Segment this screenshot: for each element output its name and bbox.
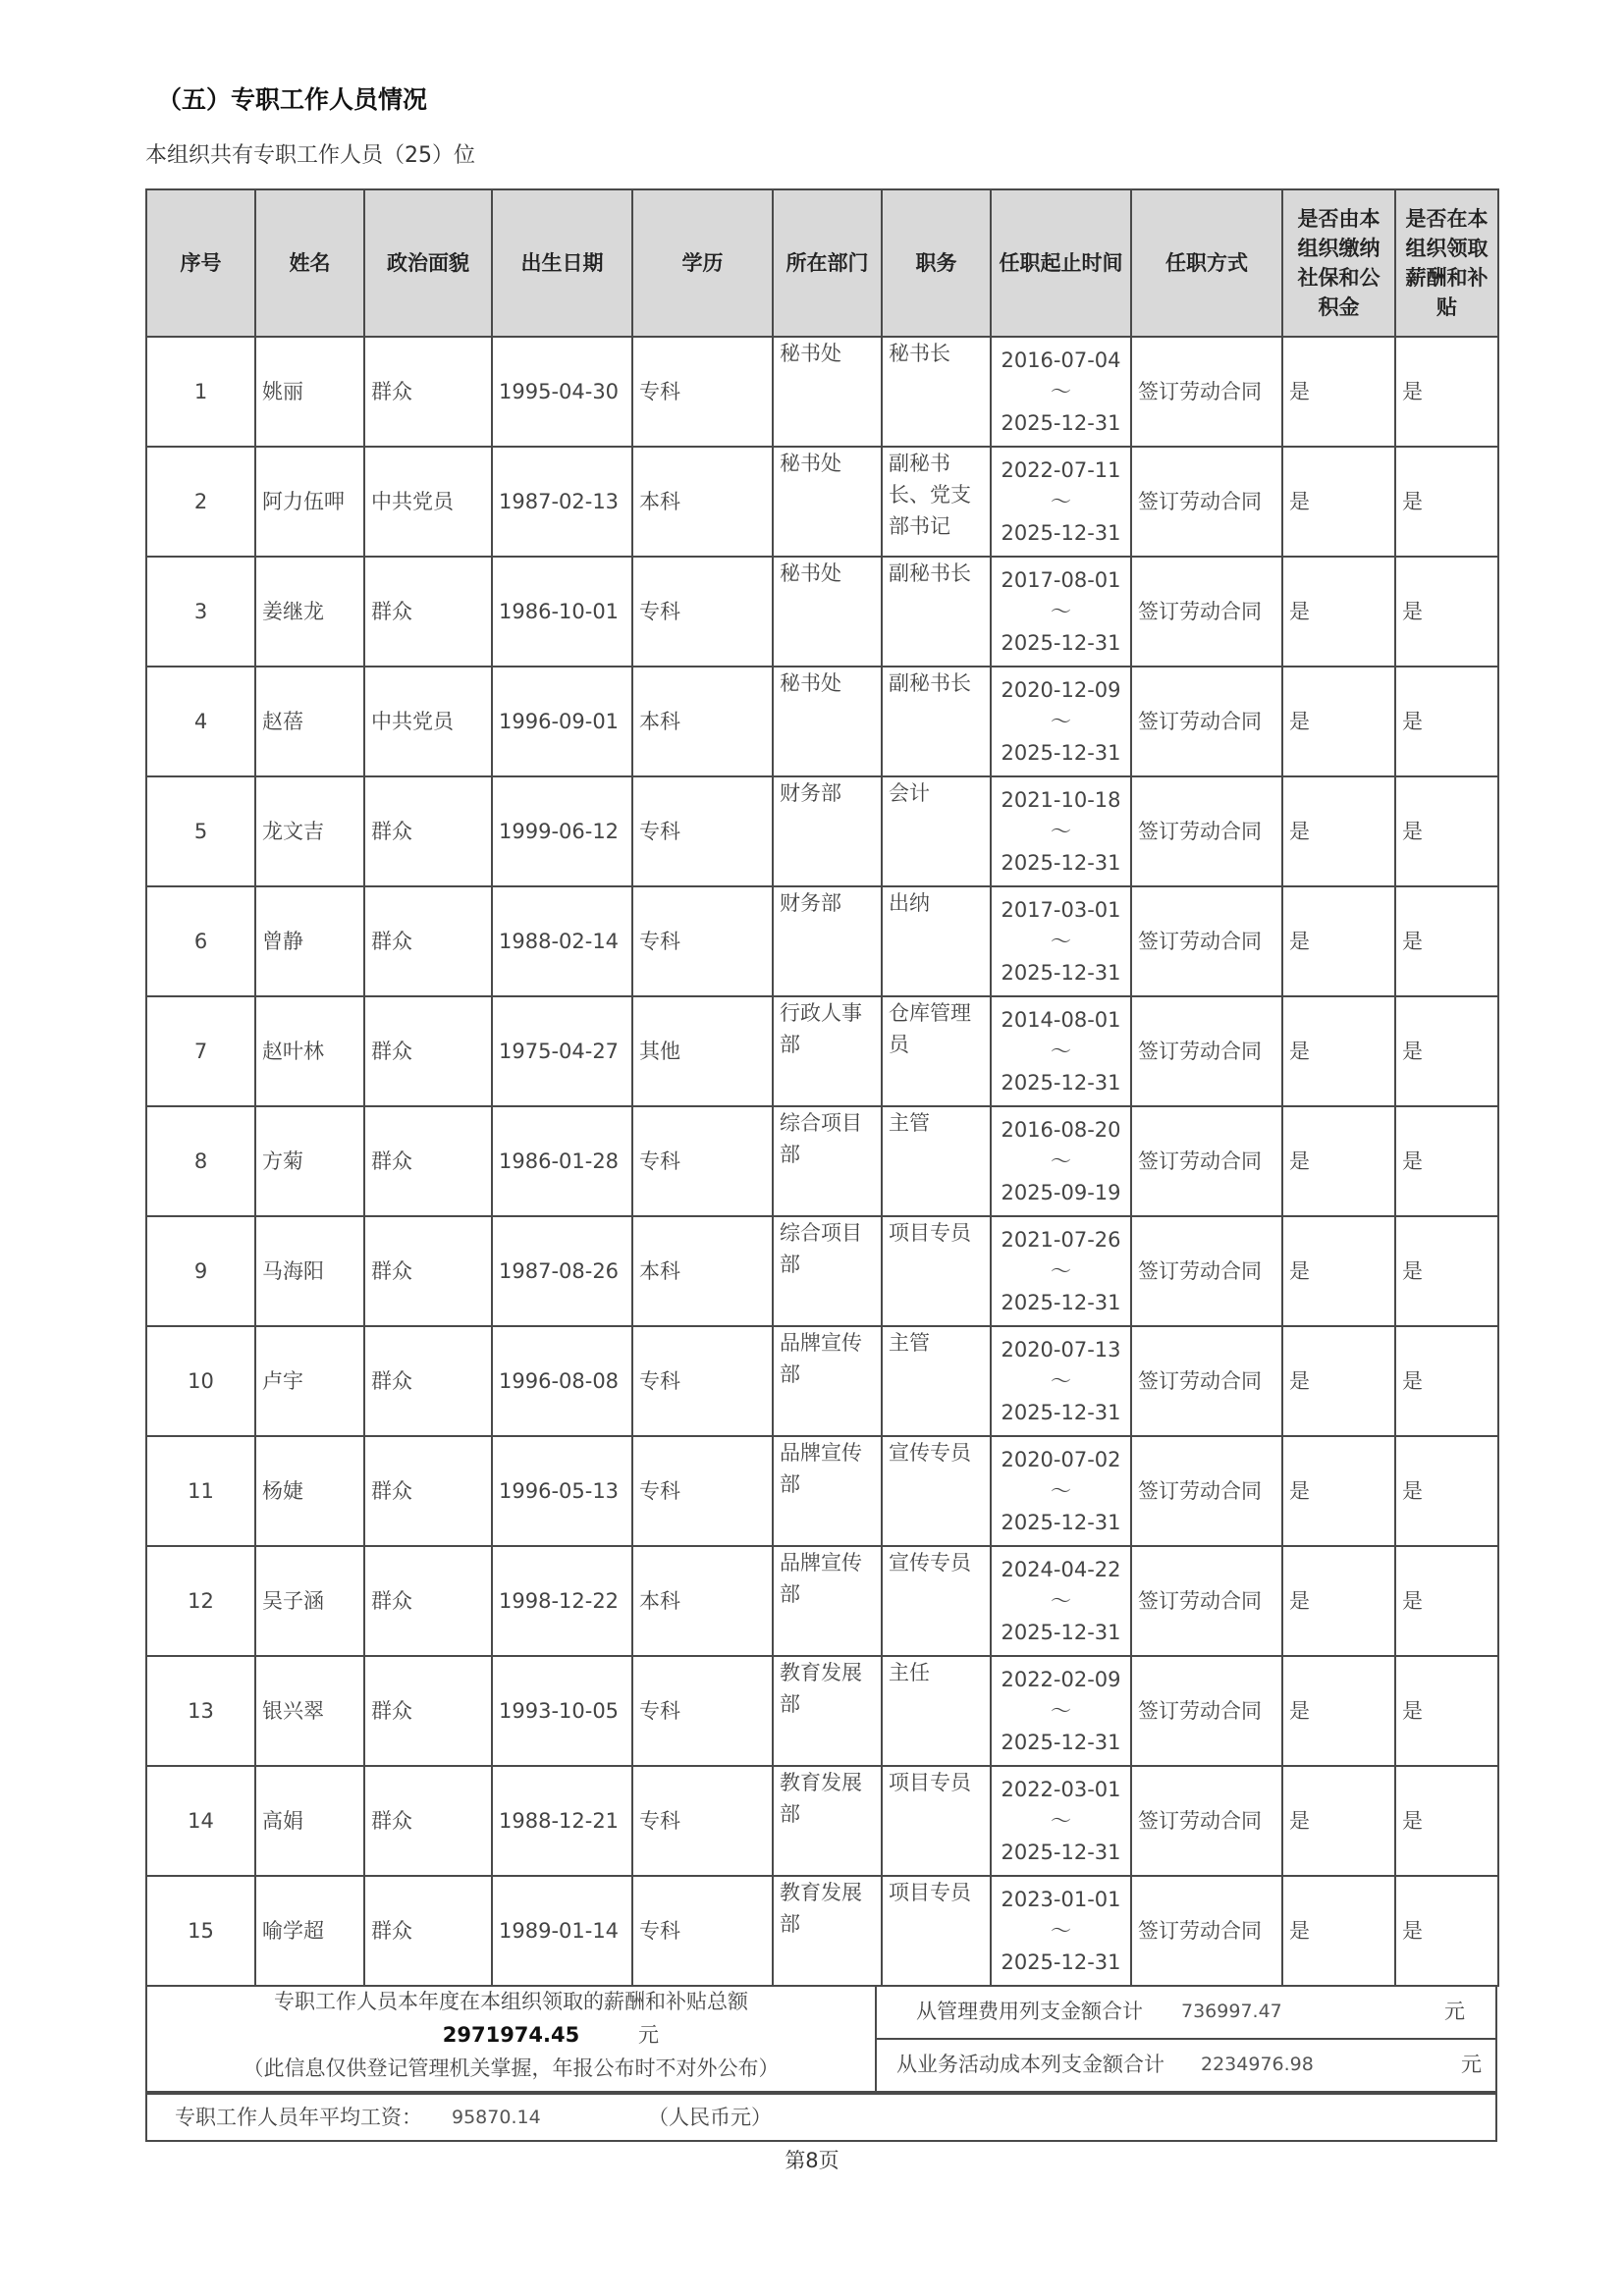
- cell-education: 专科: [632, 557, 773, 667]
- salary-breakdown: [877, 1985, 1497, 2091]
- cell-term: [991, 886, 1131, 996]
- header-party: 政治面貌: [364, 189, 492, 337]
- cell-department: 教育发展部: [773, 1656, 882, 1766]
- cell-appointment-method: 签订劳动合同: [1131, 1766, 1282, 1876]
- cell-term: [991, 1436, 1131, 1546]
- term-separator: ～: [1051, 380, 1071, 403]
- term-end: 2025-12-31: [1001, 1841, 1121, 1864]
- cell-department: 综合项目部: [773, 1106, 882, 1216]
- cell-no: 8: [146, 1106, 255, 1216]
- cell-appointment-method: 签订劳动合同: [1131, 667, 1282, 776]
- term-separator: ～: [1051, 1479, 1071, 1503]
- cell-appointment-method: 签订劳动合同: [1131, 886, 1282, 996]
- cell-department: 教育发展部: [773, 1876, 882, 1986]
- cell-party: 中共党员: [364, 447, 492, 557]
- cell-appointment-method: 签订劳动合同: [1131, 1876, 1282, 1986]
- cell-name: 马海阳: [255, 1216, 364, 1326]
- salary-total-value: 2971974.45: [442, 2023, 580, 2047]
- term-separator: ～: [1051, 1040, 1071, 1063]
- cell-salary: 是: [1395, 337, 1498, 447]
- table-header-row: [146, 189, 1498, 337]
- average-salary-unit: （人民币元）: [648, 2106, 772, 2129]
- cell-appointment-method: 签订劳动合同: [1131, 1106, 1282, 1216]
- cell-salary: 是: [1395, 1216, 1498, 1326]
- cell-social-insurance: 是: [1282, 337, 1395, 447]
- term-end: 2025-12-31: [1001, 1621, 1121, 1644]
- page-number: 第8页: [785, 2149, 839, 2172]
- term-separator: ～: [1051, 1259, 1071, 1283]
- table-row: [146, 1216, 1498, 1326]
- cell-party: 群众: [364, 1326, 492, 1436]
- term-separator: ～: [1051, 490, 1071, 513]
- term-end: 2025-09-19: [1001, 1181, 1121, 1204]
- term-start: 2022-03-01: [1001, 1778, 1121, 1801]
- salary-total-block: [147, 1985, 877, 2091]
- cell-term: [991, 996, 1131, 1106]
- cell-no: 2: [146, 447, 255, 557]
- table-row: [146, 337, 1498, 447]
- cell-position: 出纳: [882, 886, 991, 996]
- cell-education: 本科: [632, 447, 773, 557]
- cell-term: [991, 1546, 1131, 1656]
- cell-term: [991, 1876, 1131, 1986]
- cell-department: 秘书处: [773, 337, 882, 447]
- cell-term: [991, 1656, 1131, 1766]
- cell-salary: 是: [1395, 776, 1498, 886]
- cell-term: [991, 776, 1131, 886]
- cell-salary: 是: [1395, 1876, 1498, 1986]
- cell-position: 会计: [882, 776, 991, 886]
- cell-no: 13: [146, 1656, 255, 1766]
- term-end: 2025-12-31: [1001, 1950, 1121, 1974]
- cell-dob: 1975-04-27: [492, 996, 632, 1106]
- term-start: 2017-08-01: [1001, 568, 1121, 592]
- salary-summary: [145, 1985, 1497, 2093]
- cell-no: 10: [146, 1326, 255, 1436]
- term-separator: ～: [1051, 1919, 1071, 1943]
- term-start: 2014-08-01: [1001, 1008, 1121, 1032]
- cell-department: 行政人事部: [773, 996, 882, 1106]
- cell-education: 专科: [632, 1326, 773, 1436]
- cell-position: 宣传专员: [882, 1546, 991, 1656]
- cell-no: 11: [146, 1436, 255, 1546]
- cell-dob: 1993-10-05: [492, 1656, 632, 1766]
- term-start: 2023-01-01: [1001, 1888, 1121, 1911]
- cell-position: 副秘书长: [882, 667, 991, 776]
- cell-name: 姚丽: [255, 337, 364, 447]
- term-end: 2025-12-31: [1001, 851, 1121, 875]
- term-start: 2016-08-20: [1001, 1118, 1121, 1142]
- cell-appointment-method: 签订劳动合同: [1131, 996, 1282, 1106]
- cell-social-insurance: 是: [1282, 996, 1395, 1106]
- management-expense-unit: 元: [1444, 2000, 1465, 2023]
- table-row: [146, 447, 1498, 557]
- cell-term: [991, 1216, 1131, 1326]
- cell-department: 品牌宣传部: [773, 1326, 882, 1436]
- staff-table: [145, 188, 1499, 1987]
- cell-name: 卢宇: [255, 1326, 364, 1436]
- management-expense-row: [877, 1985, 1497, 2040]
- section-title: （五）专职工作人员情况: [157, 85, 428, 114]
- cell-department: 品牌宣传部: [773, 1436, 882, 1546]
- cell-name: 喻学超: [255, 1876, 364, 1986]
- header-dob: 出生日期: [492, 189, 632, 337]
- salary-total-note: （此信息仅供登记管理机关掌握，年报公布时不对外公布）: [243, 2056, 780, 2080]
- average-salary-row: [145, 2093, 1497, 2142]
- term-end: 2025-12-31: [1001, 411, 1121, 435]
- cell-social-insurance: 是: [1282, 776, 1395, 886]
- cell-dob: 1999-06-12: [492, 776, 632, 886]
- cell-party: 群众: [364, 886, 492, 996]
- header-name: 姓名: [255, 189, 364, 337]
- table-row: [146, 1106, 1498, 1216]
- cell-no: 14: [146, 1766, 255, 1876]
- cell-education: 本科: [632, 1216, 773, 1326]
- cell-position: 仓库管理员: [882, 996, 991, 1106]
- term-start: 2017-03-01: [1001, 898, 1121, 922]
- cell-department: 综合项目部: [773, 1216, 882, 1326]
- table-row: [146, 776, 1498, 886]
- cell-no: 1: [146, 337, 255, 447]
- cell-position: 项目专员: [882, 1216, 991, 1326]
- term-start: 2020-07-02: [1001, 1448, 1121, 1471]
- cell-education: 专科: [632, 1766, 773, 1876]
- cell-appointment-method: 签订劳动合同: [1131, 557, 1282, 667]
- cell-social-insurance: 是: [1282, 1876, 1395, 1986]
- cell-name: 阿力伍呷: [255, 447, 364, 557]
- term-start: 2020-12-09: [1001, 678, 1121, 702]
- term-separator: ～: [1051, 1589, 1071, 1613]
- cell-education: 专科: [632, 1876, 773, 1986]
- term-separator: ～: [1051, 1149, 1071, 1173]
- cell-social-insurance: 是: [1282, 1106, 1395, 1216]
- header-appointment-method: 任职方式: [1131, 189, 1282, 337]
- cell-name: 赵蓓: [255, 667, 364, 776]
- cell-dob: 1988-12-21: [492, 1766, 632, 1876]
- cell-department: 秘书处: [773, 557, 882, 667]
- cell-social-insurance: 是: [1282, 886, 1395, 996]
- average-salary-value: 95870.14: [452, 2107, 541, 2128]
- cell-name: 杨婕: [255, 1436, 364, 1546]
- cell-education: 专科: [632, 337, 773, 447]
- cell-salary: 是: [1395, 1436, 1498, 1546]
- cell-position: 项目专员: [882, 1876, 991, 1986]
- cell-education: 专科: [632, 1106, 773, 1216]
- cell-party: 群众: [364, 1766, 492, 1876]
- header-no: 序号: [146, 189, 255, 337]
- staff-count-intro: 本组织共有专职工作人员（25）位: [145, 143, 475, 168]
- term-end: 2025-12-31: [1001, 1731, 1121, 1754]
- cell-appointment-method: 签订劳动合同: [1131, 447, 1282, 557]
- cell-no: 7: [146, 996, 255, 1106]
- cell-term: [991, 557, 1131, 667]
- table-row: [146, 1546, 1498, 1656]
- cell-department: 财务部: [773, 776, 882, 886]
- term-start: 2022-02-09: [1001, 1668, 1121, 1691]
- cell-dob: 1996-09-01: [492, 667, 632, 776]
- cell-position: 副秘书长、党支部书记: [882, 447, 991, 557]
- cell-salary: 是: [1395, 1656, 1498, 1766]
- cell-dob: 1987-08-26: [492, 1216, 632, 1326]
- term-separator: ～: [1051, 1809, 1071, 1833]
- cell-dob: 1987-02-13: [492, 447, 632, 557]
- table-row: [146, 1766, 1498, 1876]
- cell-social-insurance: 是: [1282, 447, 1395, 557]
- term-start: 2016-07-04: [1001, 348, 1121, 372]
- header-education: 学历: [632, 189, 773, 337]
- salary-total-unit: 元: [638, 2023, 659, 2047]
- term-end: 2025-12-31: [1001, 631, 1121, 655]
- cell-social-insurance: 是: [1282, 1656, 1395, 1766]
- cell-position: 秘书长: [882, 337, 991, 447]
- term-start: 2024-04-22: [1001, 1558, 1121, 1581]
- cell-appointment-method: 签订劳动合同: [1131, 1656, 1282, 1766]
- cell-name: 赵叶林: [255, 996, 364, 1106]
- cell-department: 秘书处: [773, 667, 882, 776]
- cell-salary: 是: [1395, 1766, 1498, 1876]
- cell-name: 高娟: [255, 1766, 364, 1876]
- cell-appointment-method: 签订劳动合同: [1131, 1436, 1282, 1546]
- cell-name: 银兴翠: [255, 1656, 364, 1766]
- cell-salary: 是: [1395, 1106, 1498, 1216]
- table-row: [146, 886, 1498, 996]
- cell-term: [991, 1326, 1131, 1436]
- cell-dob: 1998-12-22: [492, 1546, 632, 1656]
- cell-appointment-method: 签订劳动合同: [1131, 1546, 1282, 1656]
- term-separator: ～: [1051, 1699, 1071, 1723]
- cell-social-insurance: 是: [1282, 557, 1395, 667]
- cell-social-insurance: 是: [1282, 1326, 1395, 1436]
- cell-dob: 1989-01-14: [492, 1876, 632, 1986]
- management-expense-value: 736997.47: [1181, 2001, 1282, 2022]
- term-end: 2025-12-31: [1001, 1511, 1121, 1534]
- header-salary: 是否在本组织领取薪酬和补贴: [1395, 189, 1498, 337]
- salary-total-line: [147, 2018, 875, 2052]
- table-row: [146, 1656, 1498, 1766]
- cell-appointment-method: 签订劳动合同: [1131, 1216, 1282, 1326]
- cell-name: 姜继龙: [255, 557, 364, 667]
- cell-term: [991, 1766, 1131, 1876]
- cell-term: [991, 337, 1131, 447]
- cell-party: 群众: [364, 1436, 492, 1546]
- cell-education: 专科: [632, 776, 773, 886]
- term-separator: ～: [1051, 930, 1071, 953]
- cell-no: 15: [146, 1876, 255, 1986]
- table-row: [146, 557, 1498, 667]
- table-row: [146, 1436, 1498, 1546]
- cell-dob: 1996-08-08: [492, 1326, 632, 1436]
- cell-education: 专科: [632, 1436, 773, 1546]
- cell-education: 专科: [632, 886, 773, 996]
- cell-party: 群众: [364, 1876, 492, 1986]
- cell-position: 宣传专员: [882, 1436, 991, 1546]
- table-body: [146, 337, 1498, 1986]
- table-row: [146, 1876, 1498, 1986]
- cell-salary: 是: [1395, 1326, 1498, 1436]
- cell-position: 副秘书长: [882, 557, 991, 667]
- cell-party: 群众: [364, 1106, 492, 1216]
- header-department: 所在部门: [773, 189, 882, 337]
- cell-salary: 是: [1395, 996, 1498, 1106]
- cell-name: 曾静: [255, 886, 364, 996]
- cell-party: 群众: [364, 996, 492, 1106]
- salary-total-label: 专职工作人员本年度在本组织领取的薪酬和补贴总额: [274, 1990, 748, 2013]
- term-end: 2025-12-31: [1001, 741, 1121, 765]
- cell-education: 专科: [632, 1656, 773, 1766]
- cell-social-insurance: 是: [1282, 667, 1395, 776]
- table-row: [146, 1326, 1498, 1436]
- business-cost-row: [877, 2038, 1497, 2091]
- business-cost-label: 从业务活动成本列支金额合计: [896, 2053, 1164, 2076]
- cell-party: 群众: [364, 776, 492, 886]
- cell-dob: 1995-04-30: [492, 337, 632, 447]
- cell-dob: 1996-05-13: [492, 1436, 632, 1546]
- cell-no: 3: [146, 557, 255, 667]
- cell-education: 其他: [632, 996, 773, 1106]
- cell-salary: 是: [1395, 667, 1498, 776]
- cell-no: 12: [146, 1546, 255, 1656]
- cell-term: [991, 667, 1131, 776]
- cell-appointment-method: 签订劳动合同: [1131, 337, 1282, 447]
- table-row: [146, 996, 1498, 1106]
- cell-salary: 是: [1395, 886, 1498, 996]
- cell-term: [991, 1106, 1131, 1216]
- cell-appointment-method: 签订劳动合同: [1131, 776, 1282, 886]
- term-separator: ～: [1051, 600, 1071, 623]
- cell-position: 主管: [882, 1326, 991, 1436]
- cell-salary: 是: [1395, 557, 1498, 667]
- cell-social-insurance: 是: [1282, 1546, 1395, 1656]
- cell-salary: 是: [1395, 1546, 1498, 1656]
- cell-no: 4: [146, 667, 255, 776]
- cell-education: 本科: [632, 667, 773, 776]
- management-expense-label: 从管理费用列支金额合计: [916, 2000, 1143, 2023]
- header-social-insurance: 是否由本组织缴纳社保和公积金: [1282, 189, 1395, 337]
- term-start: 2022-07-11: [1001, 458, 1121, 482]
- cell-department: 品牌宣传部: [773, 1546, 882, 1656]
- cell-social-insurance: 是: [1282, 1216, 1395, 1326]
- cell-department: 财务部: [773, 886, 882, 996]
- cell-term: [991, 447, 1131, 557]
- term-separator: ～: [1051, 710, 1071, 733]
- cell-salary: 是: [1395, 447, 1498, 557]
- cell-social-insurance: 是: [1282, 1766, 1395, 1876]
- cell-dob: 1986-01-28: [492, 1106, 632, 1216]
- header-position: 职务: [882, 189, 991, 337]
- cell-position: 项目专员: [882, 1766, 991, 1876]
- cell-no: 6: [146, 886, 255, 996]
- term-end: 2025-12-31: [1001, 521, 1121, 545]
- cell-education: 本科: [632, 1546, 773, 1656]
- term-start: 2021-07-26: [1001, 1228, 1121, 1252]
- cell-party: 群众: [364, 337, 492, 447]
- cell-dob: 1988-02-14: [492, 886, 632, 996]
- cell-position: 主任: [882, 1656, 991, 1766]
- cell-no: 9: [146, 1216, 255, 1326]
- cell-name: 方菊: [255, 1106, 364, 1216]
- term-end: 2025-12-31: [1001, 1071, 1121, 1095]
- cell-party: 中共党员: [364, 667, 492, 776]
- term-end: 2025-12-31: [1001, 1401, 1121, 1424]
- business-cost-value: 2234976.98: [1201, 2054, 1314, 2075]
- business-cost-unit: 元: [1461, 2053, 1482, 2076]
- term-separator: ～: [1051, 1369, 1071, 1393]
- term-start: 2021-10-18: [1001, 788, 1121, 812]
- cell-name: 吴子涵: [255, 1546, 364, 1656]
- cell-name: 龙文吉: [255, 776, 364, 886]
- cell-party: 群众: [364, 1216, 492, 1326]
- cell-appointment-method: 签订劳动合同: [1131, 1326, 1282, 1436]
- header-term: 任职起止时间: [991, 189, 1131, 337]
- term-separator: ～: [1051, 820, 1071, 843]
- cell-dob: 1986-10-01: [492, 557, 632, 667]
- cell-position: 主管: [882, 1106, 991, 1216]
- table-row: [146, 667, 1498, 776]
- cell-party: 群众: [364, 1546, 492, 1656]
- term-end: 2025-12-31: [1001, 961, 1121, 985]
- term-start: 2020-07-13: [1001, 1338, 1121, 1362]
- cell-no: 5: [146, 776, 255, 886]
- cell-party: 群众: [364, 1656, 492, 1766]
- cell-social-insurance: 是: [1282, 1436, 1395, 1546]
- cell-party: 群众: [364, 557, 492, 667]
- average-salary-label: 专职工作人员年平均工资：: [175, 2106, 422, 2129]
- cell-department: 秘书处: [773, 447, 882, 557]
- cell-department: 教育发展部: [773, 1766, 882, 1876]
- term-end: 2025-12-31: [1001, 1291, 1121, 1314]
